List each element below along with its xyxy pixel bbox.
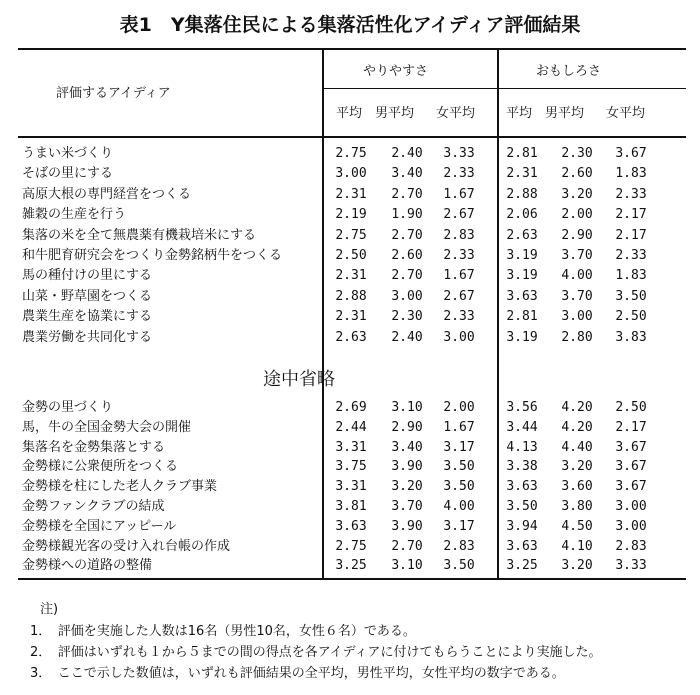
value-cell: 1.67 xyxy=(443,186,475,202)
value-cell: 3.20 xyxy=(391,479,423,495)
value-cell: 2.75 xyxy=(335,146,367,161)
value-cell: 2.90 xyxy=(561,227,593,243)
group-header-interest: おもしろさ xyxy=(536,64,602,79)
value-cell: 3.50 xyxy=(615,288,647,304)
omitted-marker: 途中省略 xyxy=(263,369,335,390)
value-cell: 3.56 xyxy=(506,400,538,415)
value-cell: 2.63 xyxy=(335,329,367,345)
value-cell: 3.17 xyxy=(443,518,475,534)
value-cell: 3.20 xyxy=(561,558,593,574)
value-cell: 2.40 xyxy=(391,329,423,345)
value-cell: 2.81 xyxy=(506,309,538,325)
value-cell: 2.70 xyxy=(391,268,423,284)
subheader-ease-avg: 平均 xyxy=(336,106,363,121)
value-cell: 2.33 xyxy=(443,309,475,325)
value-cell: 3.63 xyxy=(506,288,538,304)
value-cell: 3.33 xyxy=(615,558,647,574)
note-item: 3． ここで示した数値は，いずれも評価結果の全平均，男性平均，女性平均の数字である。 xyxy=(30,666,565,681)
value-cell: 3.20 xyxy=(561,186,593,202)
value-cell: 2.17 xyxy=(615,419,647,435)
value-cell: 3.67 xyxy=(615,439,647,455)
value-cell: 2.00 xyxy=(443,400,475,415)
row-label: 農業労働を共同化する xyxy=(22,329,153,345)
value-cell: 3.70 xyxy=(561,248,593,263)
value-cell: 2.67 xyxy=(443,288,475,304)
header-bottom-rule xyxy=(18,136,686,138)
value-cell: 2.70 xyxy=(391,186,423,202)
value-cell: 2.60 xyxy=(391,248,423,263)
row-label: 金勢様を柱にした老人クラブ事業 xyxy=(22,479,218,495)
value-cell: 2.75 xyxy=(335,227,367,243)
value-cell: 3.81 xyxy=(335,499,367,514)
value-cell: 3.70 xyxy=(391,499,423,514)
row-label: うまい米づくり xyxy=(22,146,114,161)
row-label: 馬の種付けの里にする xyxy=(22,268,153,284)
value-cell: 2.30 xyxy=(561,146,593,161)
value-cell: 3.25 xyxy=(335,558,367,574)
value-cell: 2.88 xyxy=(335,288,367,304)
value-cell: 3.17 xyxy=(443,439,475,455)
value-cell: 3.40 xyxy=(391,439,423,455)
value-cell: 2.17 xyxy=(615,207,647,223)
row-label: 金勢様観光客の受け入れ台帳の作成 xyxy=(22,538,231,554)
value-cell: 4.20 xyxy=(561,400,593,415)
row-label: 金勢様を全国にアッピール xyxy=(22,518,177,534)
row-label: 雑穀の生産を行う xyxy=(22,207,127,223)
value-cell: 2.90 xyxy=(391,419,423,435)
value-cell: 3.50 xyxy=(443,459,475,475)
row-label: 農業生産を協業にする xyxy=(22,309,153,325)
value-cell: 3.80 xyxy=(561,499,593,514)
value-cell: 2.40 xyxy=(391,146,423,161)
value-cell: 3.94 xyxy=(506,518,538,534)
value-cell: 2.31 xyxy=(506,166,538,182)
value-cell: 2.63 xyxy=(506,227,538,243)
value-cell: 3.00 xyxy=(561,309,593,325)
value-cell: 3.00 xyxy=(443,329,475,345)
value-cell: 2.50 xyxy=(335,248,367,263)
row-label: 金勢様への道路の整備 xyxy=(22,558,153,574)
value-cell: 2.00 xyxy=(561,207,593,223)
subheader-ease-male: 男平均 xyxy=(375,106,415,121)
value-cell: 2.33 xyxy=(443,166,475,182)
value-cell: 1.67 xyxy=(443,268,475,284)
value-cell: 2.88 xyxy=(506,186,538,202)
value-cell: 3.33 xyxy=(443,146,475,161)
value-cell: 2.44 xyxy=(335,419,367,435)
value-cell: 3.00 xyxy=(335,166,367,182)
value-cell: 1.67 xyxy=(443,419,475,435)
value-cell: 3.44 xyxy=(506,419,538,435)
value-cell: 3.19 xyxy=(506,248,538,263)
value-cell: 2.31 xyxy=(335,186,367,202)
note-item: 2． 評価はいずれも１から５までの間の得点を各アイディアに付けてもらうことにより実施した。 xyxy=(30,645,602,660)
value-cell: 2.70 xyxy=(391,538,423,554)
value-cell: 3.00 xyxy=(391,288,423,304)
value-cell: 2.70 xyxy=(391,227,423,243)
note-item: 1． 評価を実施した人数は16名（男性10名，女性６名）である。 xyxy=(30,624,416,639)
value-cell: 3.50 xyxy=(443,558,475,574)
value-cell: 1.90 xyxy=(391,207,423,223)
value-cell: 2.75 xyxy=(335,538,367,554)
value-cell: 3.67 xyxy=(615,146,647,161)
row-label: 高原大根の専門経営をつくる xyxy=(22,186,192,202)
value-cell: 2.30 xyxy=(391,309,423,325)
value-cell: 3.67 xyxy=(615,479,647,495)
row-label: 山菜・野草園をつくる xyxy=(22,288,153,304)
group-header-ease: やりやすさ xyxy=(363,64,429,79)
value-cell: 3.25 xyxy=(506,558,538,574)
value-cell: 2.67 xyxy=(443,207,475,223)
value-cell: 2.50 xyxy=(615,400,647,415)
row-label: 金勢の里づくり xyxy=(22,400,114,415)
value-cell: 1.83 xyxy=(615,268,647,284)
value-cell: 2.33 xyxy=(615,248,647,263)
value-cell: 3.31 xyxy=(335,479,367,495)
column-divider-left xyxy=(322,48,324,578)
value-cell: 3.40 xyxy=(391,166,423,182)
table-bottom-rule xyxy=(18,578,686,580)
row-label: 馬，牛の全国金勢大会の開催 xyxy=(22,419,192,435)
value-cell: 2.31 xyxy=(335,268,367,284)
value-cell: 2.81 xyxy=(506,146,538,161)
row-label-header: 評価するアイディア xyxy=(56,86,171,101)
value-cell: 3.63 xyxy=(506,538,538,554)
value-cell: 3.50 xyxy=(443,479,475,495)
table-top-rule xyxy=(18,48,686,50)
value-cell: 2.17 xyxy=(615,227,647,243)
value-cell: 2.83 xyxy=(443,227,475,243)
row-label: 金勢ファンクラブの結成 xyxy=(22,499,165,514)
value-cell: 3.90 xyxy=(391,459,423,475)
value-cell: 4.13 xyxy=(506,439,538,455)
value-cell: 1.83 xyxy=(615,166,647,182)
value-cell: 3.50 xyxy=(506,499,538,514)
subheader-interest-avg: 平均 xyxy=(506,106,533,121)
row-label: 集落名を金勢集落とする xyxy=(22,439,166,455)
value-cell: 4.50 xyxy=(561,518,593,534)
value-cell: 3.10 xyxy=(391,400,423,415)
row-label: 集落の米を全て無農薬有機栽培米にする xyxy=(22,227,257,243)
value-cell: 4.00 xyxy=(561,268,593,284)
value-cell: 4.10 xyxy=(561,538,593,554)
row-label: そばの里にする xyxy=(22,166,114,182)
value-cell: 3.19 xyxy=(506,268,538,284)
table-title: 表1 Y集落住民による集落活性化アイディア評価結果 xyxy=(119,14,581,36)
value-cell: 2.33 xyxy=(615,186,647,202)
subheader-interest-male: 男平均 xyxy=(545,106,585,121)
value-cell: 3.90 xyxy=(391,518,423,534)
value-cell: 2.69 xyxy=(335,400,367,415)
value-cell: 3.67 xyxy=(615,459,647,475)
value-cell: 3.75 xyxy=(335,459,367,475)
value-cell: 2.19 xyxy=(335,207,367,223)
value-cell: 4.40 xyxy=(561,439,593,455)
value-cell: 3.10 xyxy=(391,558,423,574)
value-cell: 3.83 xyxy=(615,329,647,345)
value-cell: 3.63 xyxy=(506,479,538,495)
value-cell: 2.83 xyxy=(615,538,647,554)
value-cell: 4.20 xyxy=(561,419,593,435)
value-cell: 2.83 xyxy=(443,538,475,554)
group-header-rule xyxy=(322,88,686,89)
value-cell: 2.31 xyxy=(335,309,367,325)
value-cell: 2.80 xyxy=(561,329,593,345)
value-cell: 3.60 xyxy=(561,479,593,495)
subheader-interest-female: 女平均 xyxy=(606,106,646,121)
row-label: 金勢様に公衆便所をつくる xyxy=(22,459,179,475)
value-cell: 2.06 xyxy=(506,207,538,223)
value-cell: 3.20 xyxy=(561,459,593,475)
value-cell: 3.38 xyxy=(506,459,538,475)
value-cell: 3.31 xyxy=(335,439,367,455)
value-cell: 2.60 xyxy=(561,166,593,182)
value-cell: 3.00 xyxy=(615,499,647,514)
value-cell: 2.50 xyxy=(615,309,647,325)
value-cell: 3.63 xyxy=(335,518,367,534)
value-cell: 3.70 xyxy=(561,288,593,304)
notes-heading: 注) xyxy=(40,602,59,617)
row-label: 和牛肥育研究会をつくり金勢銘柄牛をつくる xyxy=(22,248,283,263)
value-cell: 3.00 xyxy=(615,518,647,534)
value-cell: 3.19 xyxy=(506,329,538,345)
value-cell: 4.00 xyxy=(443,499,475,514)
value-cell: 2.33 xyxy=(443,248,475,263)
subheader-ease-female: 女平均 xyxy=(436,106,476,121)
